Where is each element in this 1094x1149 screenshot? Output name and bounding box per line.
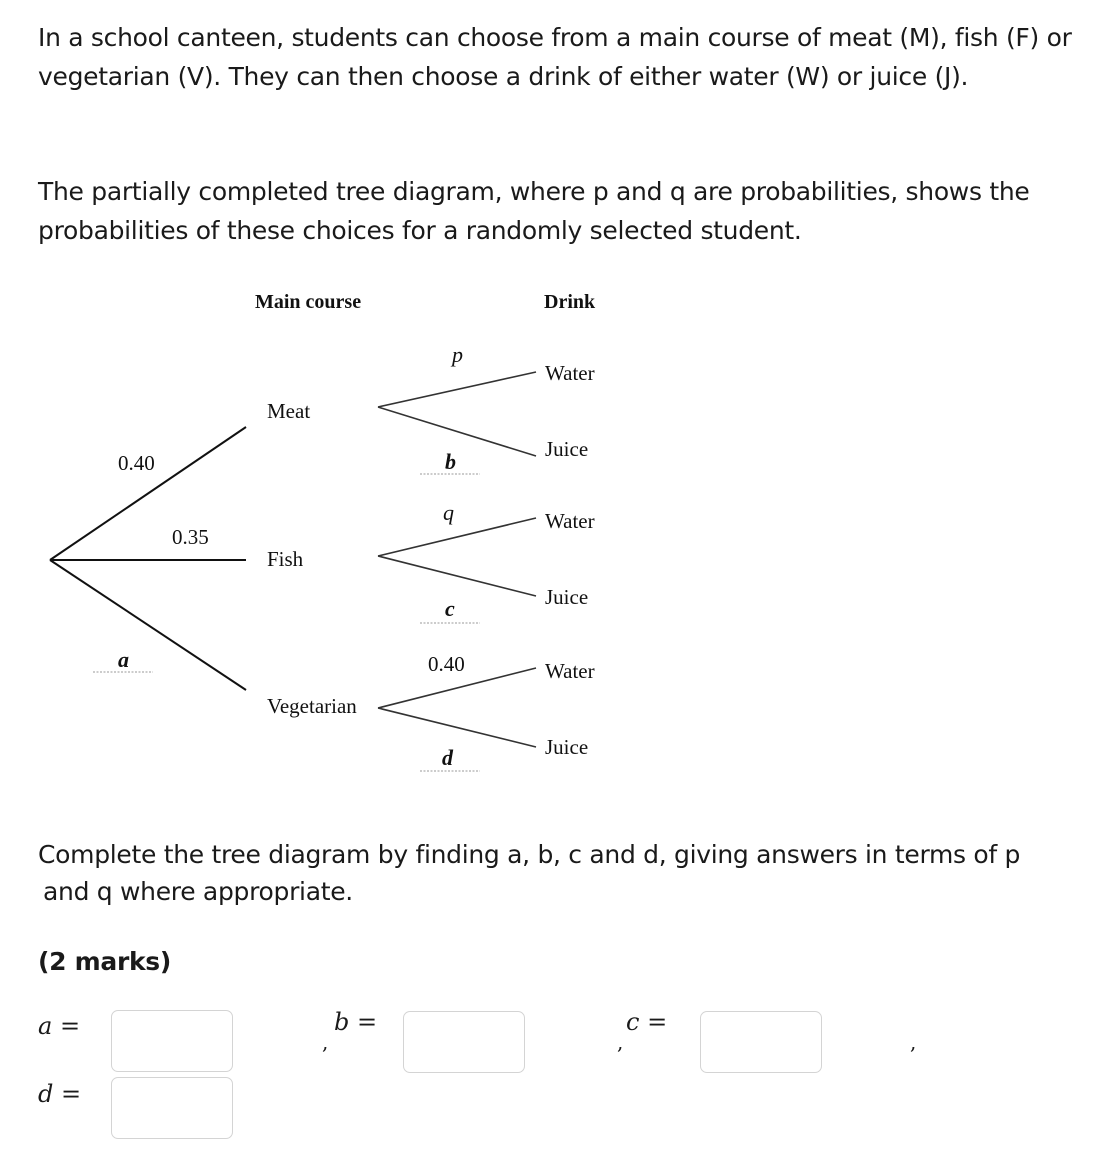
branch-vegetarian xyxy=(50,560,246,690)
branch-veg-juice xyxy=(378,708,536,747)
label-fish-juice: Juice xyxy=(545,585,589,609)
label-veg-water: Water xyxy=(545,659,595,683)
prob-fish-water-q: q xyxy=(443,500,454,525)
branch-fish-juice xyxy=(378,556,536,596)
answer-d-input[interactable] xyxy=(111,1077,233,1139)
label-fish-water: Water xyxy=(545,509,595,533)
d-label: d = xyxy=(38,1080,82,1108)
prob-veg-juice-d: d xyxy=(442,745,453,770)
separator-comma: , xyxy=(617,1030,624,1054)
instruction-line-1: Complete the tree diagram by finding a, b, c and d, giving answers in terms of p xyxy=(38,840,1021,869)
label-meat: Meat xyxy=(267,399,311,423)
intro-paragraph: In a school canteen, students can choose from a main course of meat (M), fish (F) or vegetarian (V). They can then choose a drink of either water (W) or juice (J). xyxy=(38,23,1072,91)
prob-meat-water-p: p xyxy=(452,342,463,367)
label-veg-juice: Juice xyxy=(545,735,589,759)
a-label: a = xyxy=(38,1012,81,1040)
prob-vegetarian-a: a xyxy=(118,647,129,672)
branch-meat-juice xyxy=(378,407,536,456)
prob-veg-water: 0.40 xyxy=(428,652,465,676)
label-fish: Fish xyxy=(267,547,304,571)
label-meat-water: Water xyxy=(545,361,595,385)
answer-a-input[interactable] xyxy=(111,1010,233,1072)
c-label: c = xyxy=(626,1008,668,1036)
label-vegetarian: Vegetarian xyxy=(267,694,357,718)
label-meat-juice: Juice xyxy=(545,437,589,461)
separator-comma: , xyxy=(910,1030,917,1054)
heading-main-course: Main course xyxy=(255,291,362,313)
prob-fish-juice-c: c xyxy=(445,596,455,621)
separator-comma: , xyxy=(322,1030,329,1054)
answer-c-input[interactable] xyxy=(700,1011,822,1073)
prob-meat: 0.40 xyxy=(118,451,155,475)
branch-fish-water xyxy=(378,518,536,556)
marks-label: (2 marks) xyxy=(38,947,172,976)
heading-drink: Drink xyxy=(544,291,596,313)
branch-meat-water xyxy=(378,372,536,407)
answer-b-input[interactable] xyxy=(403,1011,525,1073)
prob-meat-juice-b: b xyxy=(445,449,456,474)
prob-fish: 0.35 xyxy=(172,525,209,549)
b-label: b = xyxy=(334,1008,378,1036)
branch-meat xyxy=(50,427,246,560)
instruction-line-2: and q where appropriate. xyxy=(43,877,353,906)
context-paragraph: The partially completed tree diagram, where p and q are probabilities, shows the probabilities of these choices for a randomly selected student. xyxy=(38,177,1030,245)
